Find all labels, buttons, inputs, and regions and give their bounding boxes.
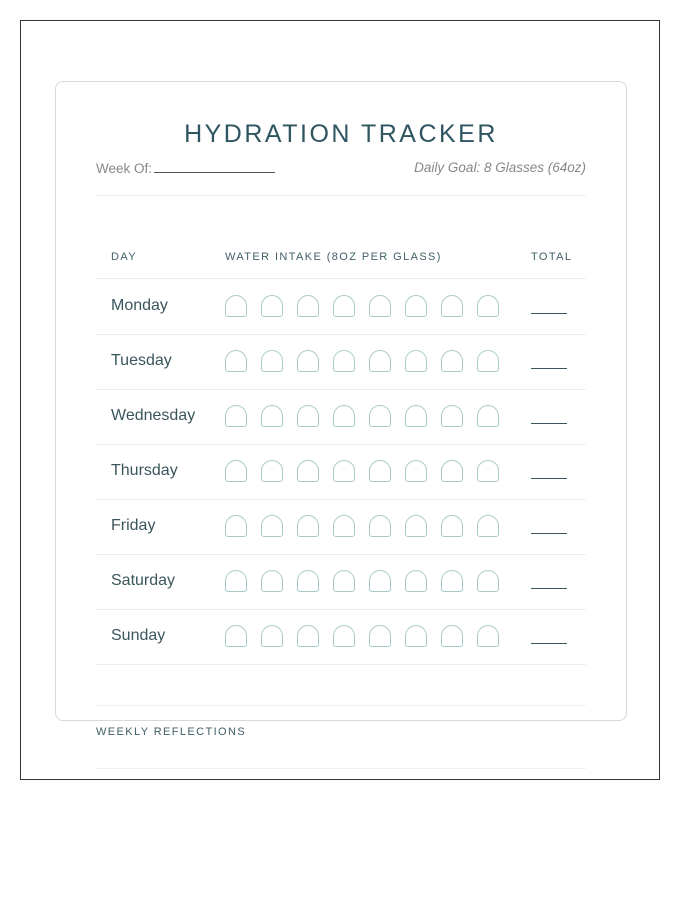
glass-checkbox-icon[interactable] xyxy=(441,350,463,372)
glass-checkbox-icon[interactable] xyxy=(369,405,391,427)
total-blank[interactable] xyxy=(531,368,567,369)
glass-checkbox-icon[interactable] xyxy=(441,570,463,592)
glass-checkbox-icon[interactable] xyxy=(405,570,427,592)
glass-checkbox-icon[interactable] xyxy=(369,570,391,592)
table-row xyxy=(96,334,586,390)
glass-checkbox-icon[interactable] xyxy=(261,350,283,372)
glass-checkbox-icon[interactable] xyxy=(333,570,355,592)
glass-checkbox-icon[interactable] xyxy=(477,460,499,482)
reflection-top-divider xyxy=(96,705,586,706)
glass-checkbox-icon[interactable] xyxy=(405,295,427,317)
daily-goal: Daily Goal: 8 Glasses (64oz) xyxy=(414,160,586,175)
glass-checkbox-icon[interactable] xyxy=(441,625,463,647)
glass-checkbox-icon[interactable] xyxy=(225,405,247,427)
column-header-total: TOTAL xyxy=(531,251,573,263)
column-header-intake: WATER INTAKE (8OZ PER GLASS) xyxy=(225,251,442,263)
glass-checkbox-icon[interactable] xyxy=(405,625,427,647)
glass-checkbox-icon[interactable] xyxy=(261,570,283,592)
glass-checkbox-icon[interactable] xyxy=(369,350,391,372)
day-name: Monday xyxy=(111,297,168,314)
glass-checkbox-icon[interactable] xyxy=(297,295,319,317)
table-row xyxy=(96,609,586,665)
day-name: Thursday xyxy=(111,462,178,479)
table-row xyxy=(96,499,586,555)
glass-checkbox-icon[interactable] xyxy=(441,405,463,427)
table-row xyxy=(96,444,586,500)
week-of-blank[interactable] xyxy=(154,160,275,173)
glass-checkbox-icon[interactable] xyxy=(225,295,247,317)
total-blank[interactable] xyxy=(531,478,567,479)
glass-checkbox-icon[interactable] xyxy=(297,350,319,372)
glass-checkbox-icon[interactable] xyxy=(261,515,283,537)
glass-checkbox-icon[interactable] xyxy=(441,295,463,317)
glass-checkbox-icon[interactable] xyxy=(333,405,355,427)
total-blank[interactable] xyxy=(531,313,567,314)
glass-checkbox-icon[interactable] xyxy=(225,515,247,537)
glass-checkbox-icon[interactable] xyxy=(225,625,247,647)
glass-checkbox-icon[interactable] xyxy=(477,295,499,317)
day-name: Saturday xyxy=(111,572,176,589)
table-row xyxy=(96,279,586,335)
glass-checkbox-icon[interactable] xyxy=(297,515,319,537)
reflection-line[interactable] xyxy=(96,768,586,769)
day-name: Sunday xyxy=(111,627,166,644)
header-divider xyxy=(96,195,586,196)
glass-checkbox-icon[interactable] xyxy=(261,625,283,647)
week-of-field[interactable] xyxy=(96,160,275,176)
glass-checkbox-icon[interactable] xyxy=(477,350,499,372)
glass-checkbox-icon[interactable] xyxy=(333,460,355,482)
table-row xyxy=(96,554,586,610)
glass-checkbox-icon[interactable] xyxy=(261,295,283,317)
glass-checkbox-icon[interactable] xyxy=(297,570,319,592)
total-blank[interactable] xyxy=(531,423,567,424)
week-of-label: Week Of: xyxy=(96,161,153,176)
glass-checkbox-icon[interactable] xyxy=(477,570,499,592)
total-blank[interactable] xyxy=(531,588,567,589)
glass-checkbox-icon[interactable] xyxy=(225,570,247,592)
glass-checkbox-icon[interactable] xyxy=(405,515,427,537)
glass-checkbox-icon[interactable] xyxy=(333,625,355,647)
glass-checkbox-icon[interactable] xyxy=(333,295,355,317)
glass-checkbox-icon[interactable] xyxy=(333,350,355,372)
glass-checkbox-icon[interactable] xyxy=(297,405,319,427)
day-name: Wednesday xyxy=(111,407,196,424)
glass-checkbox-icon[interactable] xyxy=(369,625,391,647)
glass-checkbox-icon[interactable] xyxy=(405,460,427,482)
glass-checkbox-icon[interactable] xyxy=(333,515,355,537)
glass-checkbox-icon[interactable] xyxy=(405,405,427,427)
glass-checkbox-icon[interactable] xyxy=(369,295,391,317)
glass-checkbox-icon[interactable] xyxy=(477,625,499,647)
day-name: Friday xyxy=(111,517,156,534)
glass-checkbox-icon[interactable] xyxy=(441,460,463,482)
weekly-reflections-label: WEEKLY REFLECTIONS xyxy=(96,726,247,738)
glass-checkbox-icon[interactable] xyxy=(477,515,499,537)
page-title: HYDRATION TRACKER xyxy=(184,120,498,148)
glass-checkbox-icon[interactable] xyxy=(405,350,427,372)
glass-checkbox-icon[interactable] xyxy=(225,460,247,482)
glass-checkbox-icon[interactable] xyxy=(297,460,319,482)
table-row xyxy=(96,389,586,445)
glass-checkbox-icon[interactable] xyxy=(369,515,391,537)
glass-checkbox-icon[interactable] xyxy=(261,460,283,482)
glass-checkbox-icon[interactable] xyxy=(297,625,319,647)
glass-checkbox-icon[interactable] xyxy=(441,515,463,537)
day-name: Tuesday xyxy=(111,352,172,369)
total-blank[interactable] xyxy=(531,643,567,644)
glass-checkbox-icon[interactable] xyxy=(477,405,499,427)
glass-checkbox-icon[interactable] xyxy=(225,350,247,372)
column-header-day: DAY xyxy=(111,251,138,263)
glass-checkbox-icon[interactable] xyxy=(369,460,391,482)
total-blank[interactable] xyxy=(531,533,567,534)
glass-checkbox-icon[interactable] xyxy=(261,405,283,427)
